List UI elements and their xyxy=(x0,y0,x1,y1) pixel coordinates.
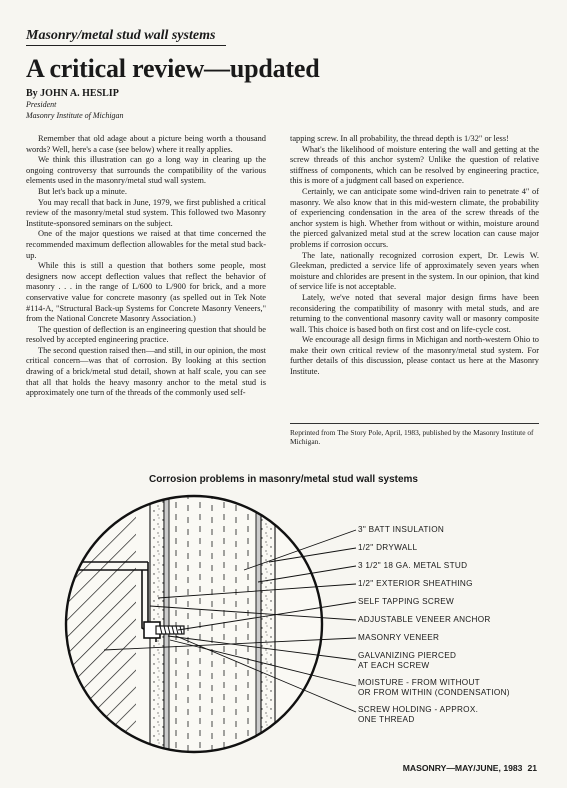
masonry-veneer-hatch xyxy=(64,490,136,758)
paragraph: The question of deflection is an engineering question that should be resolved by accepted engineering practice. xyxy=(26,324,266,345)
paragraph: Remember that old adage about a picture being worth a thousand words? Well, here's a case (see below) where it really applies. xyxy=(26,134,266,154)
paragraph: Lately, we've noted that several major design firms have been reconsidering the compatibility of masonry with metal studs, and are returning to the conventional masonry cavity wall or masonry composite wall. This choice is based both on first cost and on life-cycle cost. xyxy=(290,292,539,334)
paragraph: One of the major questions we raised at that time concerned the recommended maximum deflection allowables for the metal stud back-up. xyxy=(26,229,266,260)
label-drywall: 1/2" DRYWALL xyxy=(358,543,418,552)
wall-section-diagram xyxy=(44,490,374,758)
label-galvanizing-pierced: GALVANIZING PIERCED AT EACH SCREW xyxy=(358,651,457,670)
label-veneer-anchor: ADJUSTABLE VENEER ANCHOR xyxy=(358,615,491,624)
author-name: By JOHN A. HESLIP xyxy=(26,88,119,99)
paragraph: The late, nationally recognized corrosion expert, Dr. Lewis W. Gleekman, predicted a service life of approximately seven years when moisture and chlorides are present in the system. In our opinion, that kind of service life is not acceptable. xyxy=(290,250,539,292)
author-organization: Masonry Institute of Michigan xyxy=(26,111,124,120)
byline xyxy=(26,86,124,121)
label-metal-stud: 3 1/2" 18 GA. METAL STUD xyxy=(358,561,468,570)
label-screw-holding: SCREW HOLDING - APPROX. ONE THREAD xyxy=(358,705,479,724)
paragraph: We encourage all design firms in Michigan and north-western Ohio to make their own critical review of the masonry/metal stud system. For further details of this discussion, please contact us here at the Masonry Institute. xyxy=(290,335,539,377)
paragraph: What's the likelihood of moisture entering the wall and getting at the screw threads of this anchor system? Unlike the question of relative stiffness of components, which can be resolved by engineering practice, this is more of a judgment call based on experience. xyxy=(290,144,539,186)
figure-title: Corrosion problems in masonry/metal stud wall systems xyxy=(149,474,418,485)
paragraph: While this is still a question that bothers some people, most designers now accept deflection values that reflect the behavior of masonry . . . in the range of L/600 to L/900 for brick, and a more conservative value for concrete masonry (as spelled out in Tek Note #114-A, "Structural Back-up Systems for Concrete Masonry Veneers," from the National Concrete Masonry Association.) xyxy=(26,261,266,324)
section-kicker: Masonry/metal stud wall systems xyxy=(26,28,226,46)
label-self-tapping-screw: SELF TAPPING SCREW xyxy=(358,597,455,606)
page-footer xyxy=(403,763,537,773)
label-moisture: MOISTURE - FROM WITHOUT OR FROM WITHIN (CONDENSATION) xyxy=(358,678,510,697)
label-masonry-veneer: MASONRY VENEER xyxy=(358,633,440,642)
body-column-left xyxy=(26,134,266,399)
paragraph: The second question raised then—and still, in our opinion, the most critical concern—was that of corrosion. By looking at this section drawing of a brick/metal stud detail, shown at half scale, you can see that all that holds the heavy masonry anchor to the metal stud is approximately one turn of the threads of the commonly used self- xyxy=(26,345,266,398)
label-batt-insulation: 3" BATT INSULATION xyxy=(358,525,445,534)
paragraph-continued: tapping screw. In all probability, the thread depth is 1/32" or less! xyxy=(290,134,509,143)
author-role: President xyxy=(26,100,57,109)
paragraph: Certainly, we can anticipate some wind-driven rain to penetrate 4" of masonry. We also know that in this mid-western climate, the probability of experiencing condensation in the area of the screw threads of the anchor system is high. Whether from without or within, moisture around the pierced galvanized metal stud at the screw location can cause major problems if corrosion occurs. xyxy=(290,186,539,249)
paragraph: But let's back up a minute. xyxy=(38,186,127,196)
article-title: A critical review—updated xyxy=(26,54,320,83)
paragraph: You may recall that back in June, 1979, we first published a critical review of the masonry/metal stud system. This followed two Masonry Institute-sponsored seminars on the subject. xyxy=(26,197,266,228)
journal-issue: MASONRY—MAY/JUNE, 1983 xyxy=(402,763,523,773)
label-exterior-sheathing: 1/2" EXTERIOR SHEATHING xyxy=(358,579,473,588)
drywall-layer xyxy=(261,490,275,758)
reprint-note: Reprinted from The Story Pole, April, 1983, published by the Masonry Institute of Michigan. xyxy=(290,423,539,446)
body-column-right xyxy=(290,134,539,378)
page-number: 21 xyxy=(527,763,537,773)
paragraph: We think this illustration can go a long way in clearing up the ongoing controversy that surrounds the compatibility of the various elements used in the masonry/metal stud wall system. xyxy=(26,155,266,186)
